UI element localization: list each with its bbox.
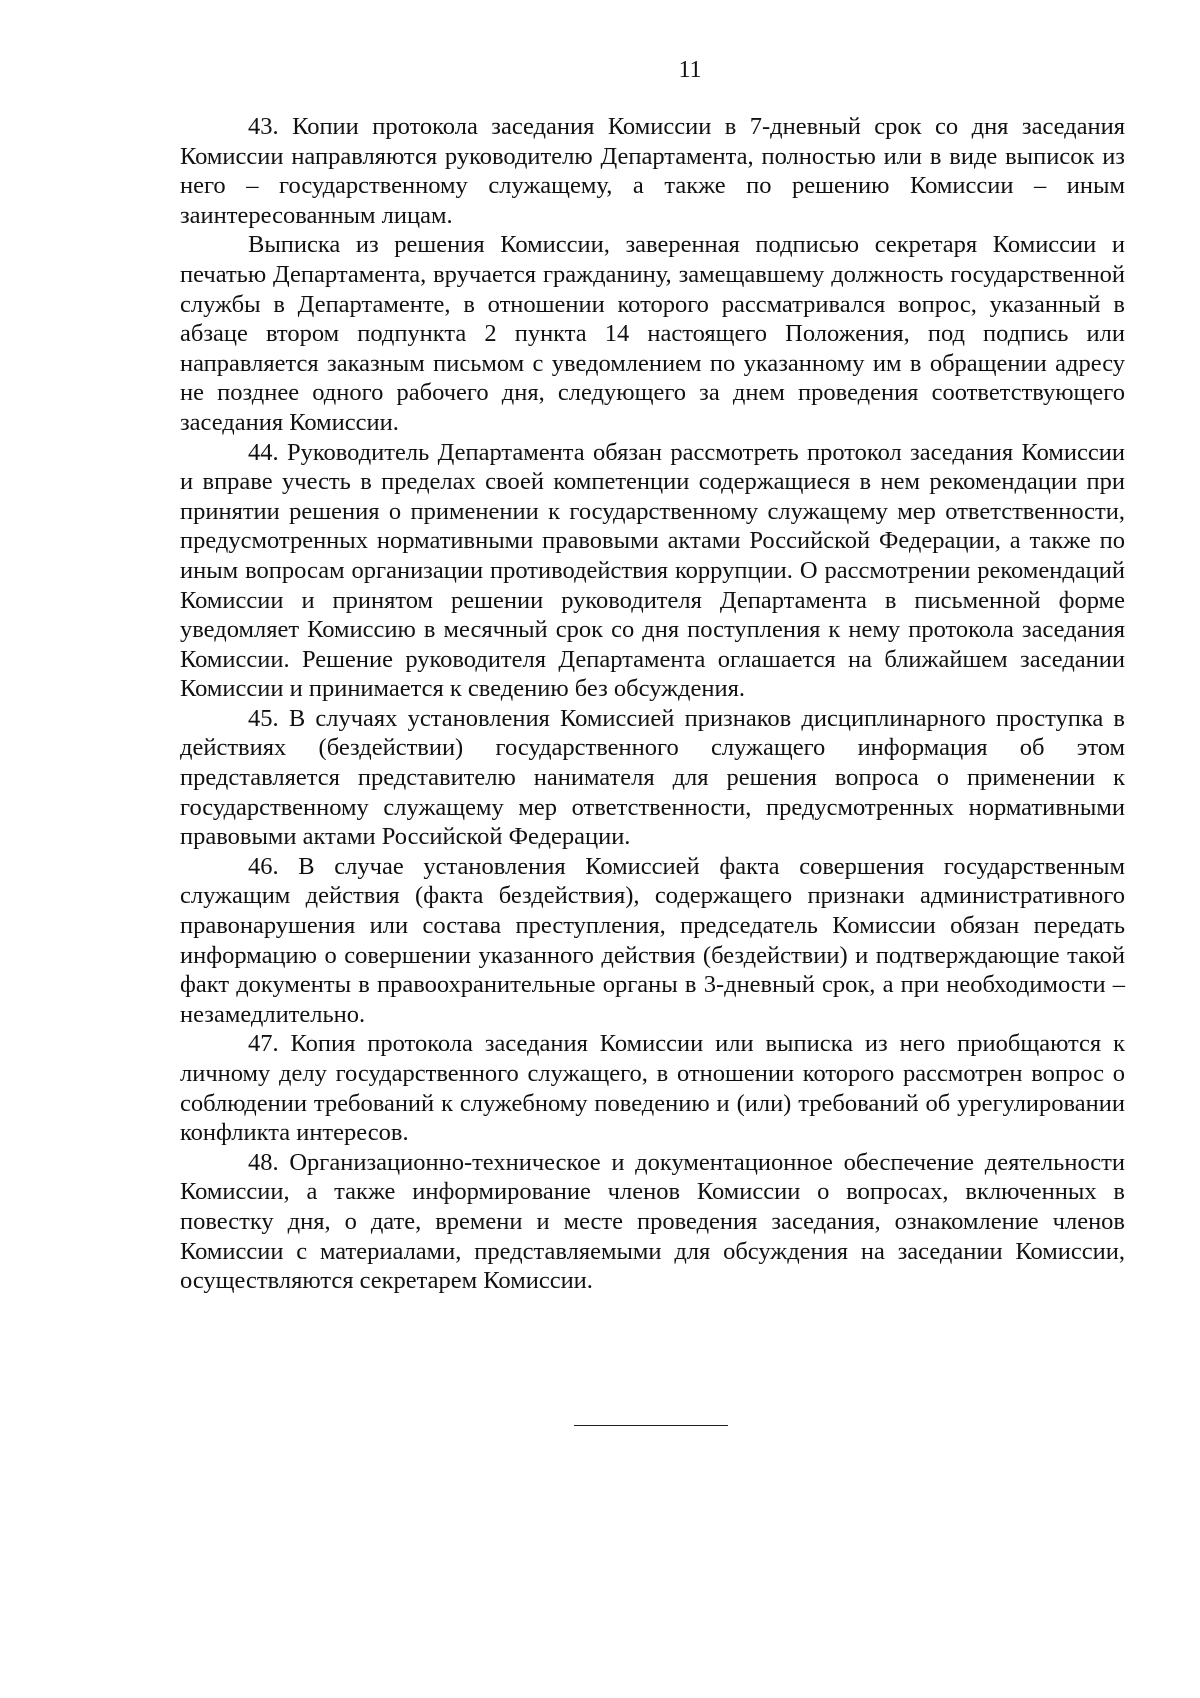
paragraph-45: 45. В случаях установления Комиссией признаков дисциплинарного проступка в действиях (бездействии) государственного служащего информация об этом представляется представителю нанимателя для решения вопроса о применении к государственному служащему мер ответственности, предусмотренных нормативными правовыми актами Российской Федерации. [180,704,1125,851]
end-of-document-rule [574,1425,728,1426]
paragraph-43: 43. Копии протокола заседания Комиссии в 7-дневный срок со дня заседания Комиссии направляются руководителю Департамента, полностью или в виде выписок из него – государственному служащему, а также по решению Комиссии – иным заинтересованным лицам. [180,113,1125,229]
paragraph-43-extract: Выписка из решения Комиссии, заверенная подписью секретаря Комиссии и печатью Департамента, вручается гражданину, замещавшему должность государственной службы в Департаменте, в отношении которого рассматривался вопрос, указанный в абзаце втором подпункта 2 пункта 14 настоящего Положения, под подпись или направляется заказным письмом с уведомлением по указанному им в обращении адресу не позднее одного рабочего дня, следующего за днем проведения соответствующего заседания Комиссии. [180,231,1125,436]
paragraph-48: 48. Организационно-техническое и документационное обеспечение деятельности Комиссии, а также информирование членов Комиссии о вопросах, включенных в повестку дня, о дате, времени и месте проведения заседания, ознакомление членов Комиссии с материалами, представляемыми для обсуждения на заседании Комиссии, осуществляются секретарем Комиссии. [180,1148,1125,1295]
document-body [180,112,1125,1296]
paragraph-44: 44. Руководитель Департамента обязан рассмотреть протокол заседания Комиссии и вправе учесть в пределах своей компетенции содержащиеся в нем рекомендации при принятии решения о применении к государственному служащему мер ответственности, предусмотренных нормативными правовыми актами Российской Федерации, а также по иным вопросам организации противодействия коррупции. О рассмотрении рекомендаций Комиссии и принятом решении руководителя Департамента в письменной форме уведомляет Комиссию в месячный срок со дня поступления к нему протокола заседания Комиссии. Решение руководителя Департамента оглашается на ближайшем заседании Комиссии и принимается к сведению без обсуждения. [180,438,1125,703]
page-number: 11 [678,57,702,83]
paragraph-47: 47. Копия протокола заседания Комиссии или выписка из него приобщаются к личному делу государственного служащего, в отношении которого рассмотрен вопрос о соблюдении требований к служебному поведению и (или) требований об урегулировании конфликта интересов. [180,1030,1125,1147]
paragraph-46: 46. В случае установления Комиссией факта совершения государственным служащим действия (факта бездействия), содержащего признаки административного правонарушения или состава преступления, председатель Комиссии обязан передать информацию о совершении указанного действия (бездействии) и подтверждающие такой факт документы в правоохранительные органы в 3-дневный срок, а при необходимости – незамедлительно. [180,852,1125,1028]
